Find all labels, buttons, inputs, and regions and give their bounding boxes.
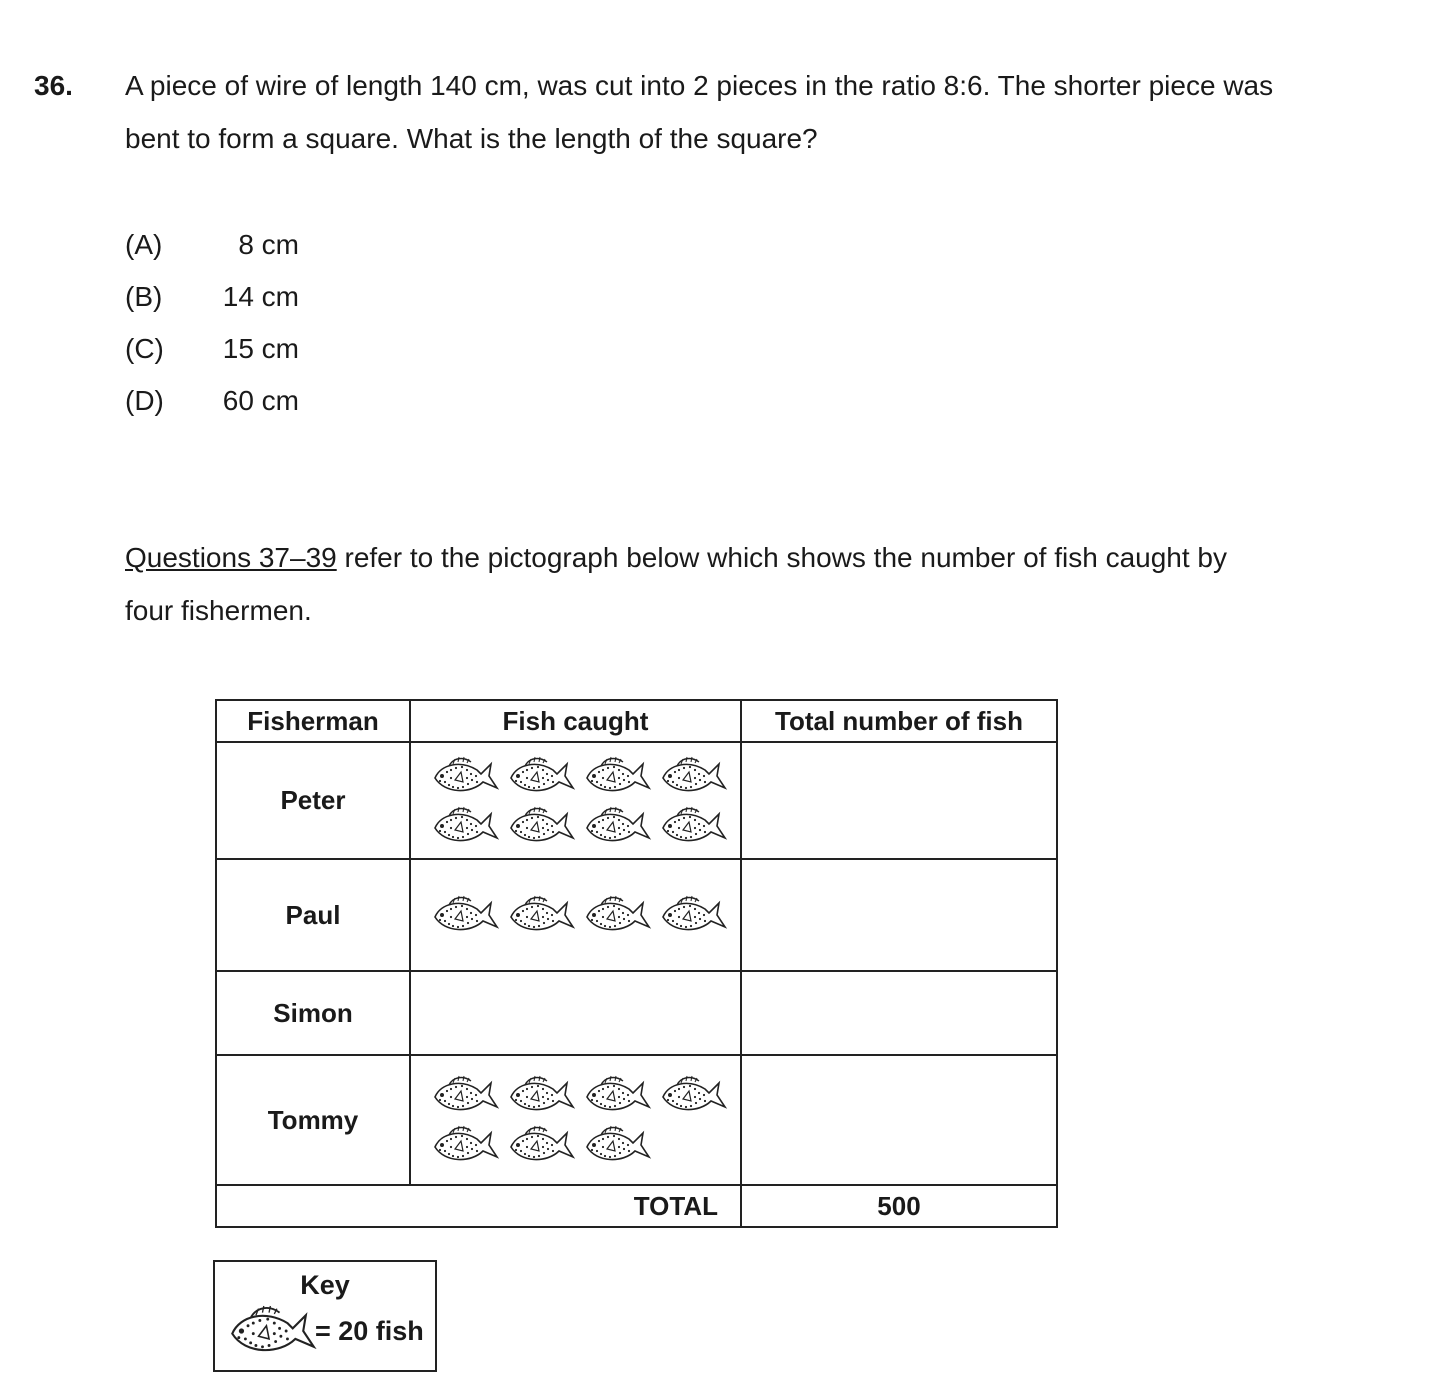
fish-icon [583,754,653,798]
header-fish-caught: Fish caught [410,700,741,742]
fish-icon [431,754,501,798]
fish-icon-row [431,751,740,801]
key-box [213,1260,437,1372]
table-row [216,1055,1057,1185]
fish-icon-row [431,890,740,940]
fish-icon [431,893,501,937]
fish-icon [507,1123,577,1167]
fisherman-name: Paul [216,859,410,971]
key-text: = 20 fish [315,1316,424,1346]
fisherman-name: Peter [216,742,410,859]
fish-icon-row [431,801,740,851]
option-d-value: 60 cm [222,385,299,416]
table-row [216,859,1057,971]
table-header-row [216,700,1057,742]
question-text-line-2: bent to form a square. What is the length of the square? [125,123,818,154]
option-b-value: 14 cm [222,281,299,312]
option-a-value: 8 cm [238,229,299,260]
header-total-number: Total number of fish [741,700,1057,742]
option-a-label: (A) [125,229,163,260]
fish-icon [583,893,653,937]
fish-icon [507,804,577,848]
fish-icon [659,754,729,798]
option-b-label: (B) [125,281,163,312]
fish-icon [659,893,729,937]
fish-icon-row [431,1120,740,1170]
fish-icon [431,1123,501,1167]
fish-icon [507,754,577,798]
total-cell [741,1055,1057,1185]
total-row [216,1185,1057,1227]
total-label: TOTAL [216,1185,741,1227]
fish-caught-cell [410,971,741,1055]
fish-icon [659,1073,729,1117]
total-cell [741,742,1057,859]
fish-icon [507,1073,577,1117]
questions-reference: Questions 37–39 [125,542,337,573]
question-text-line-1: A piece of wire of length 140 cm, was cut into 2 pieces in the ratio 8:6. The shorter piece was [125,70,1274,101]
fish-icon [431,804,501,848]
question-number: 36. [34,70,73,101]
fish-icon [227,1302,319,1360]
fish-icon [583,804,653,848]
pictograph-intro-line-2: four fishermen. [125,595,312,626]
option-c-value: 15 cm [222,333,299,364]
fish-icon [507,893,577,937]
fish-icon [583,1073,653,1117]
header-fisherman: Fisherman [216,700,410,742]
option-c-label: (C) [125,333,164,364]
table-row [216,742,1057,859]
fish-icon [431,1073,501,1117]
fish-caught-cell [410,742,741,859]
pictograph-intro-line-1 [125,542,1227,574]
total-value: 500 [741,1185,1057,1227]
pictograph-table [215,699,1058,1228]
key-title: Key [300,1270,350,1300]
fish-caught-cell [410,1055,741,1185]
total-cell [741,859,1057,971]
fisherman-name: Simon [216,971,410,1055]
fish-icon-row [431,1070,740,1120]
fisherman-name: Tommy [216,1055,410,1185]
intro-text: refer to the pictograph below which shows the number of fish caught by [336,542,1227,573]
option-d-label: (D) [125,385,164,416]
fish-icon [659,804,729,848]
table-row [216,971,1057,1055]
fish-icon [583,1123,653,1167]
fish-caught-cell [410,859,741,971]
total-cell [741,971,1057,1055]
